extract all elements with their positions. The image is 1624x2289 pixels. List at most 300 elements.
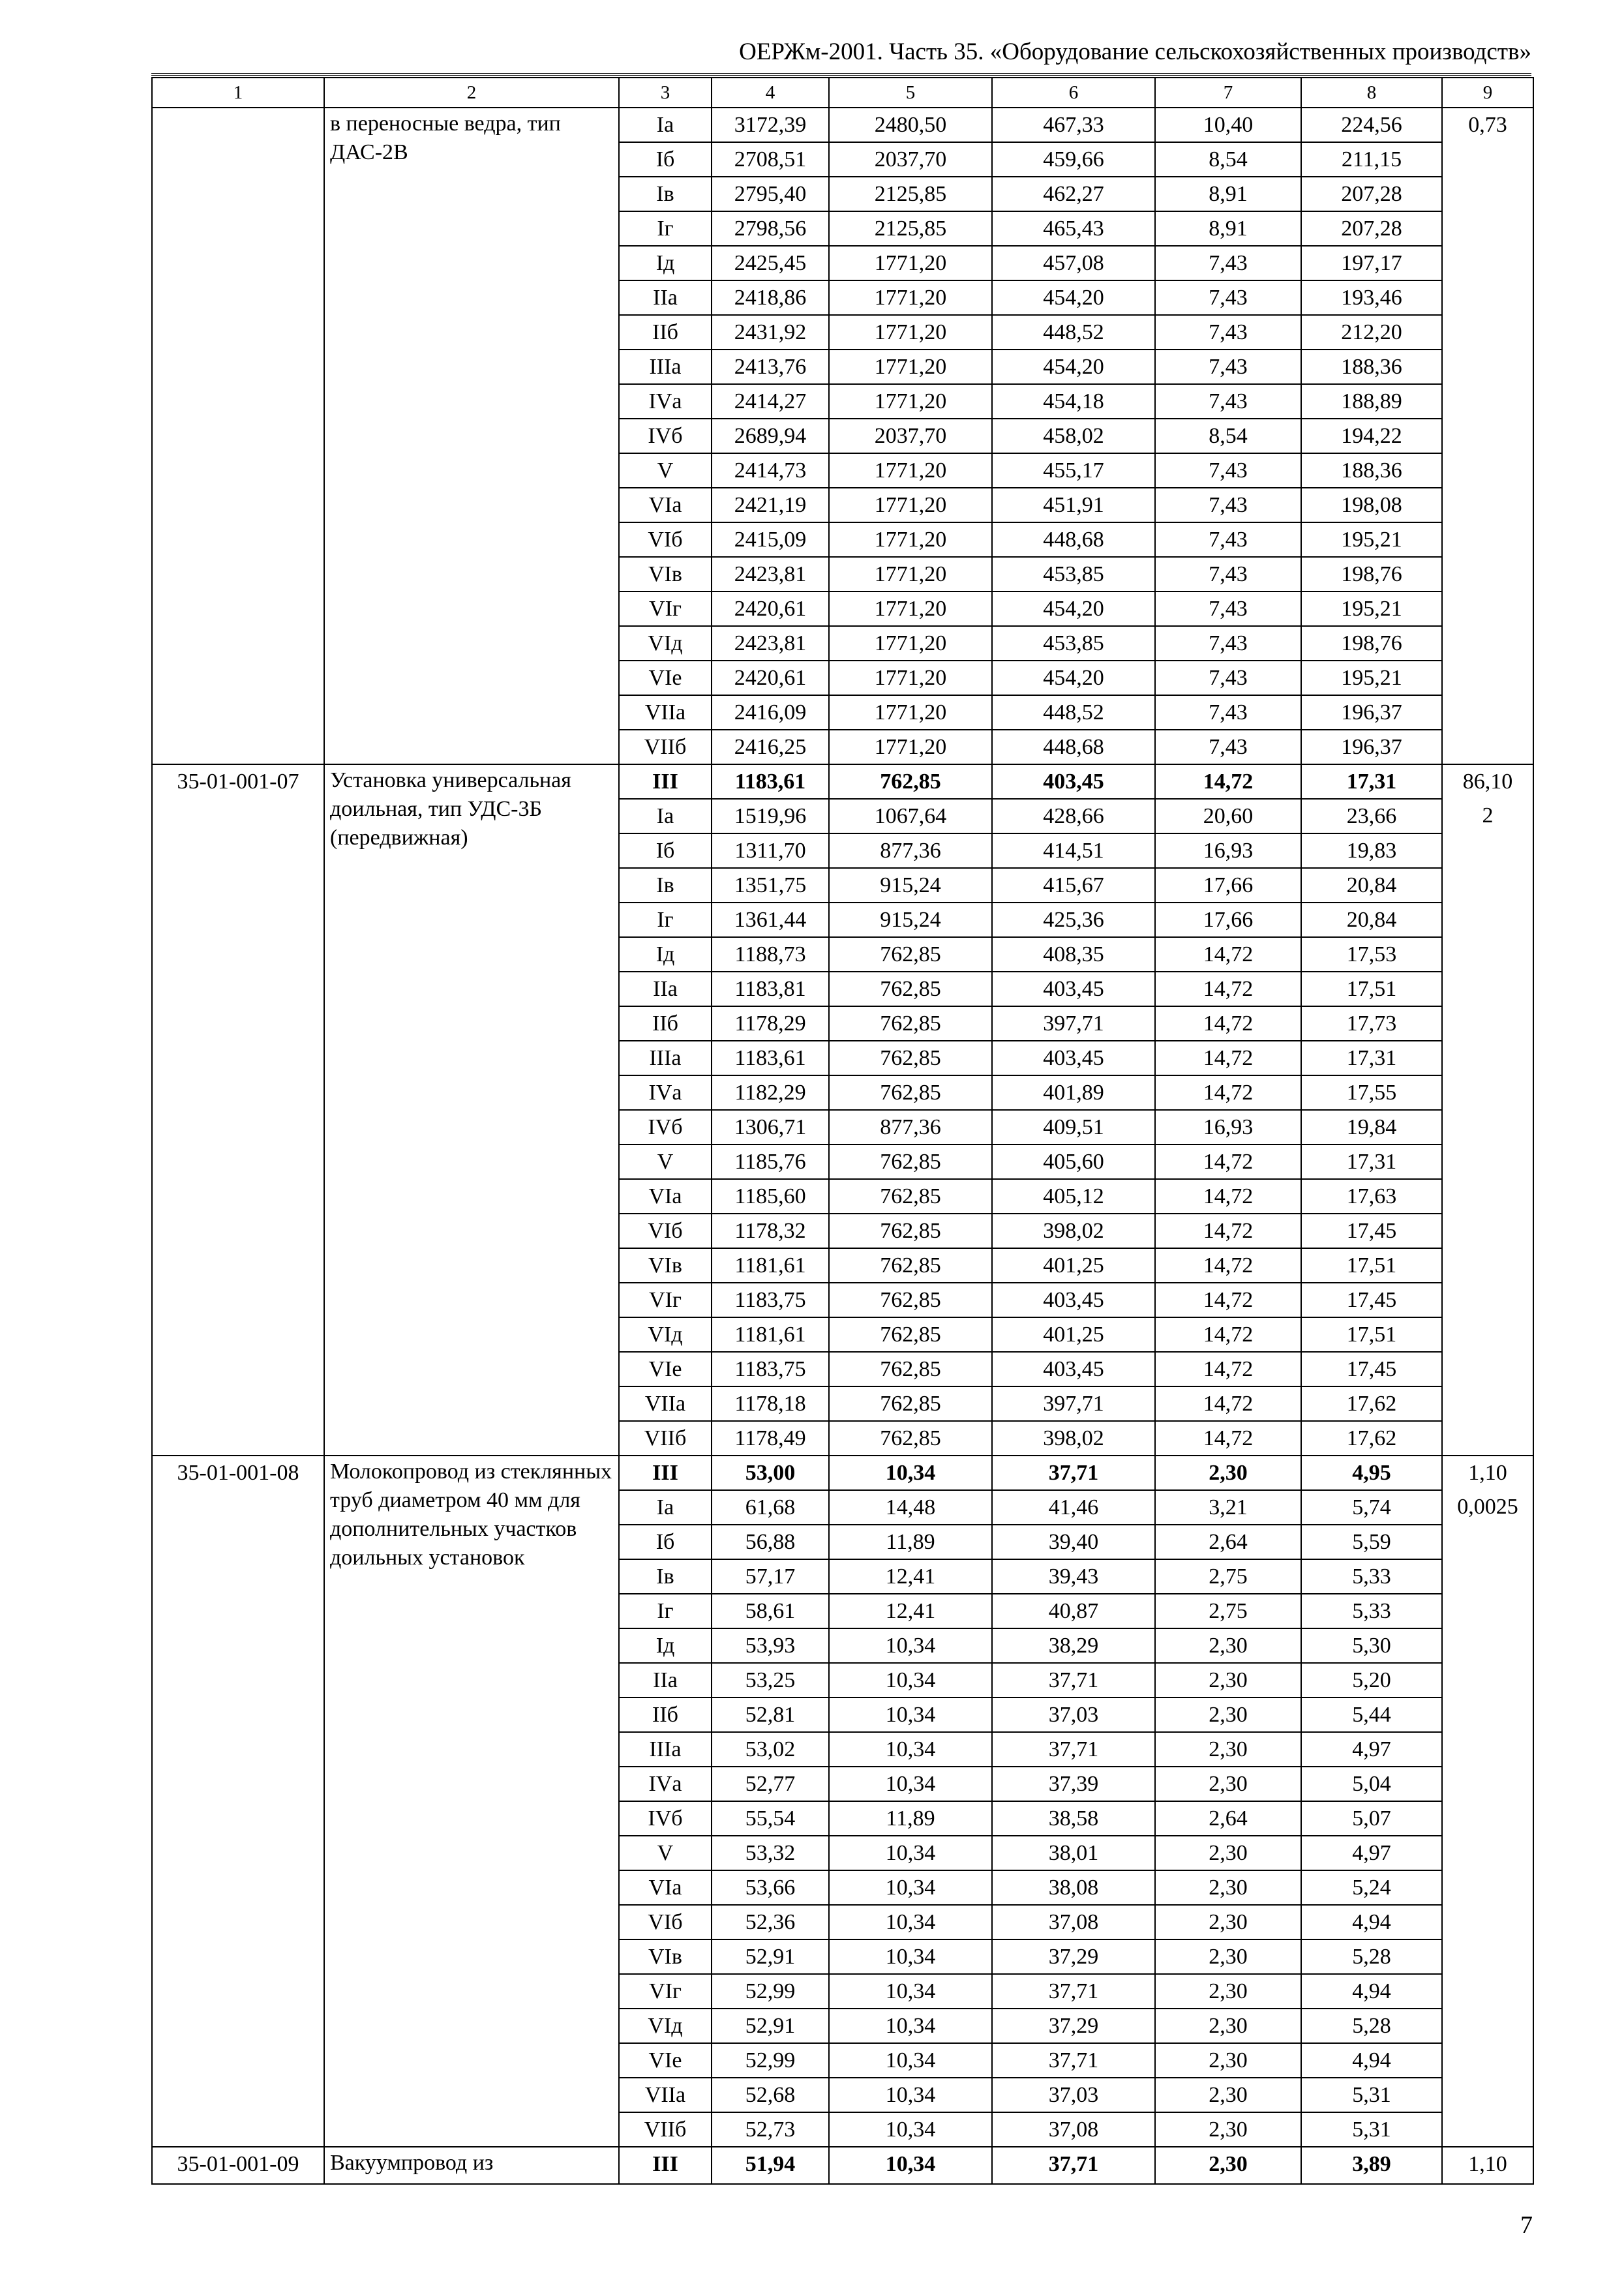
cost-machinist-wages: 7,43 [1155, 661, 1301, 695]
zone-code: VIе [619, 1352, 712, 1386]
price-table [151, 77, 1534, 2185]
zone-code: VIе [619, 661, 712, 695]
cost-materials: 5,07 [1301, 1801, 1442, 1836]
labor-value: 0,0025 [1442, 1490, 1533, 1525]
zone-code: IVа [619, 1767, 712, 1801]
page-number: 7 [1520, 2211, 1533, 2239]
cost-materials: 5,33 [1301, 1594, 1442, 1628]
cost-machinist-wages: 7,43 [1155, 453, 1301, 488]
cost-wages: 762,85 [829, 1317, 992, 1352]
item-code [152, 108, 324, 764]
cost-wages: 11,89 [829, 1525, 992, 1559]
cost-wages: 762,85 [829, 972, 992, 1006]
cost-wages: 1771,20 [829, 384, 992, 419]
labor-value [1442, 1732, 1533, 1767]
cost-total: 53,32 [712, 1836, 829, 1870]
cost-machinist-wages: 14,72 [1155, 1075, 1301, 1110]
labor-value [1442, 1698, 1533, 1732]
cost-materials: 5,33 [1301, 1559, 1442, 1594]
labor-value [1442, 1352, 1533, 1386]
table-row [152, 1456, 1533, 1490]
zone-code: V [619, 1144, 712, 1179]
zone-code: VIд [619, 1317, 712, 1352]
cost-materials: 207,28 [1301, 211, 1442, 246]
cost-machinist-wages: 2,30 [1155, 1628, 1301, 1663]
cost-wages: 10,34 [829, 2147, 992, 2184]
cost-materials: 23,66 [1301, 799, 1442, 833]
labor-value [1442, 626, 1533, 661]
cost-machinist-wages: 2,30 [1155, 1836, 1301, 1870]
zone-code: IIб [619, 1698, 712, 1732]
cost-wages: 1771,20 [829, 453, 992, 488]
cost-total: 2416,09 [712, 695, 829, 730]
cost-machinist-wages: 7,43 [1155, 626, 1301, 661]
item-description: Установка универсальная доильная, тип УДС-3Б (передвижная) [324, 764, 619, 1456]
zone-code: Iг [619, 903, 712, 937]
zone-code: IIб [619, 1006, 712, 1041]
zone-code: VIд [619, 626, 712, 661]
cost-machinist-wages: 14,72 [1155, 937, 1301, 972]
labor-value [1442, 211, 1533, 246]
cost-machinist-wages: 14,72 [1155, 1006, 1301, 1041]
labor-value [1442, 1870, 1533, 1905]
cost-wages: 762,85 [829, 1386, 992, 1421]
cost-machines: 37,71 [992, 1974, 1155, 2009]
cost-machinist-wages: 2,30 [1155, 2112, 1301, 2147]
cost-wages: 11,89 [829, 1801, 992, 1836]
column-number: 7 [1155, 78, 1301, 108]
labor-value: 2 [1442, 799, 1533, 833]
cost-machines: 454,20 [992, 591, 1155, 626]
cost-materials: 188,36 [1301, 350, 1442, 384]
cost-materials: 198,76 [1301, 557, 1442, 591]
zone-code: Iв [619, 868, 712, 903]
cost-machines: 40,87 [992, 1594, 1155, 1628]
cost-machines: 405,12 [992, 1179, 1155, 1214]
page-header-title: ОЕРЖм-2001. Часть 35. «Оборудование сельскохозяйственных производств» [739, 38, 1531, 65]
zone-code: VIв [619, 1248, 712, 1283]
cost-wages: 10,34 [829, 1836, 992, 1870]
cost-total: 1185,76 [712, 1144, 829, 1179]
cost-wages: 1771,20 [829, 488, 992, 522]
cost-machinist-wages: 7,43 [1155, 695, 1301, 730]
zone-code: VIIа [619, 2078, 712, 2112]
labor-value [1442, 557, 1533, 591]
cost-wages: 10,34 [829, 1905, 992, 1939]
cost-machines: 455,17 [992, 453, 1155, 488]
zone-code: VIа [619, 488, 712, 522]
cost-total: 53,02 [712, 1732, 829, 1767]
cost-total: 1361,44 [712, 903, 829, 937]
cost-total: 1181,61 [712, 1248, 829, 1283]
labor-value [1442, 1767, 1533, 1801]
labor-value [1442, 280, 1533, 315]
cost-materials: 17,51 [1301, 1317, 1442, 1352]
cost-machinist-wages: 14,72 [1155, 764, 1301, 799]
zone-code: III [619, 764, 712, 799]
labor-value [1442, 1974, 1533, 2009]
cost-total: 1306,71 [712, 1110, 829, 1144]
cost-machinist-wages: 8,91 [1155, 177, 1301, 211]
cost-total: 1311,70 [712, 833, 829, 868]
cost-machinist-wages: 2,64 [1155, 1525, 1301, 1559]
zone-code: IIа [619, 972, 712, 1006]
cost-materials: 193,46 [1301, 280, 1442, 315]
cost-wages: 762,85 [829, 937, 992, 972]
cost-materials: 195,21 [1301, 522, 1442, 557]
cost-machines: 403,45 [992, 1041, 1155, 1075]
cost-total: 1183,75 [712, 1283, 829, 1317]
cost-machines: 451,91 [992, 488, 1155, 522]
cost-machinist-wages: 8,91 [1155, 211, 1301, 246]
cost-machinist-wages: 14,72 [1155, 1317, 1301, 1352]
zone-code: IIIа [619, 1732, 712, 1767]
cost-machines: 38,29 [992, 1628, 1155, 1663]
labor-value [1442, 1594, 1533, 1628]
cost-machines: 457,08 [992, 246, 1155, 280]
cost-machinist-wages: 8,54 [1155, 142, 1301, 177]
cost-total: 2413,76 [712, 350, 829, 384]
cost-machines: 37,08 [992, 1905, 1155, 1939]
cost-machinist-wages: 14,72 [1155, 1179, 1301, 1214]
labor-value [1442, 1836, 1533, 1870]
cost-total: 52,73 [712, 2112, 829, 2147]
zone-code: IVа [619, 1075, 712, 1110]
cost-total: 2420,61 [712, 661, 829, 695]
cost-machines: 37,29 [992, 1939, 1155, 1974]
cost-materials: 20,84 [1301, 903, 1442, 937]
cost-wages: 1771,20 [829, 557, 992, 591]
zone-code: IVб [619, 419, 712, 453]
labor-value [1442, 1075, 1533, 1110]
zone-code: Iг [619, 1594, 712, 1628]
cost-total: 1178,18 [712, 1386, 829, 1421]
labor-value [1442, 315, 1533, 350]
cost-machinist-wages: 14,72 [1155, 1144, 1301, 1179]
cost-machines: 401,25 [992, 1317, 1155, 1352]
zone-code: Iб [619, 1525, 712, 1559]
labor-value [1442, 1628, 1533, 1663]
cost-materials: 4,94 [1301, 2043, 1442, 2078]
cost-machinist-wages: 7,43 [1155, 522, 1301, 557]
zone-code: VIIб [619, 2112, 712, 2147]
cost-materials: 17,45 [1301, 1352, 1442, 1386]
cost-materials: 198,76 [1301, 626, 1442, 661]
cost-total: 2416,25 [712, 730, 829, 764]
labor-value [1442, 1214, 1533, 1248]
zone-code: V [619, 1836, 712, 1870]
cost-machines: 401,25 [992, 1248, 1155, 1283]
cost-materials: 17,45 [1301, 1214, 1442, 1248]
cost-machines: 448,68 [992, 730, 1155, 764]
zone-code: VIб [619, 1905, 712, 1939]
cost-machinist-wages: 14,72 [1155, 972, 1301, 1006]
cost-total: 52,91 [712, 1939, 829, 1974]
zone-code: VIIа [619, 695, 712, 730]
cost-materials: 198,08 [1301, 488, 1442, 522]
cost-materials: 19,84 [1301, 1110, 1442, 1144]
cost-wages: 762,85 [829, 1352, 992, 1386]
cost-wages: 2037,70 [829, 142, 992, 177]
labor-value [1442, 2009, 1533, 2043]
column-number: 5 [829, 78, 992, 108]
cost-wages: 1067,64 [829, 799, 992, 833]
cost-materials: 224,56 [1301, 108, 1442, 142]
cost-machines: 459,66 [992, 142, 1155, 177]
cost-machinist-wages: 2,30 [1155, 1732, 1301, 1767]
cost-machines: 403,45 [992, 764, 1155, 799]
cost-materials: 17,31 [1301, 1041, 1442, 1075]
zone-code: VIг [619, 1974, 712, 2009]
cost-machines: 397,71 [992, 1386, 1155, 1421]
labor-value [1442, 488, 1533, 522]
cost-wages: 762,85 [829, 1144, 992, 1179]
labor-value [1442, 177, 1533, 211]
cost-machines: 37,03 [992, 1698, 1155, 1732]
cost-materials: 5,04 [1301, 1767, 1442, 1801]
cost-total: 2431,92 [712, 315, 829, 350]
cost-machines: 454,20 [992, 661, 1155, 695]
cost-machines: 37,71 [992, 1732, 1155, 1767]
labor-value [1442, 453, 1533, 488]
cost-wages: 877,36 [829, 833, 992, 868]
labor-value [1442, 522, 1533, 557]
cost-machinist-wages: 14,72 [1155, 1352, 1301, 1386]
cost-materials: 5,31 [1301, 2078, 1442, 2112]
labor-value [1442, 1386, 1533, 1421]
cost-total: 2708,51 [712, 142, 829, 177]
table-row [152, 2147, 1533, 2184]
cost-machines: 37,29 [992, 2009, 1155, 2043]
cost-total: 51,94 [712, 2147, 829, 2184]
cost-materials: 211,15 [1301, 142, 1442, 177]
cost-materials: 194,22 [1301, 419, 1442, 453]
cost-total: 2420,61 [712, 591, 829, 626]
cost-machinist-wages: 2,30 [1155, 1870, 1301, 1905]
zone-code: IIIа [619, 350, 712, 384]
zone-code: III [619, 1456, 712, 1490]
cost-machines: 403,45 [992, 972, 1155, 1006]
cost-wages: 762,85 [829, 1283, 992, 1317]
cost-total: 1178,32 [712, 1214, 829, 1248]
cost-total: 1178,29 [712, 1006, 829, 1041]
cost-machines: 37,03 [992, 2078, 1155, 2112]
cost-total: 61,68 [712, 1490, 829, 1525]
cost-materials: 17,73 [1301, 1006, 1442, 1041]
cost-wages: 762,85 [829, 1421, 992, 1456]
cost-materials: 5,31 [1301, 2112, 1442, 2147]
cost-machinist-wages: 17,66 [1155, 868, 1301, 903]
cost-machinist-wages: 2,30 [1155, 1939, 1301, 1974]
cost-materials: 17,62 [1301, 1386, 1442, 1421]
cost-wages: 915,24 [829, 868, 992, 903]
cost-materials: 188,89 [1301, 384, 1442, 419]
cost-total: 3172,39 [712, 108, 829, 142]
cost-materials: 17,51 [1301, 972, 1442, 1006]
cost-total: 2418,86 [712, 280, 829, 315]
cost-total: 1178,49 [712, 1421, 829, 1456]
zone-code: VIа [619, 1870, 712, 1905]
labor-value [1442, 419, 1533, 453]
cost-machinist-wages: 3,21 [1155, 1490, 1301, 1525]
cost-wages: 10,34 [829, 2112, 992, 2147]
cost-machinist-wages: 2,30 [1155, 2078, 1301, 2112]
cost-wages: 10,34 [829, 1870, 992, 1905]
zone-code: Iв [619, 177, 712, 211]
cost-machines: 454,20 [992, 350, 1155, 384]
cost-machines: 41,46 [992, 1490, 1155, 1525]
labor-value [1442, 903, 1533, 937]
cost-wages: 2037,70 [829, 419, 992, 453]
labor-value [1442, 1248, 1533, 1283]
cost-machinist-wages: 14,72 [1155, 1248, 1301, 1283]
cost-machinist-wages: 2,30 [1155, 1974, 1301, 2009]
zone-code: VIв [619, 557, 712, 591]
cost-total: 1183,75 [712, 1352, 829, 1386]
labor-value: 0,73 [1442, 108, 1533, 142]
cost-materials: 4,95 [1301, 1456, 1442, 1490]
cost-machinist-wages: 16,93 [1155, 1110, 1301, 1144]
cost-wages: 10,34 [829, 2009, 992, 2043]
column-number: 2 [324, 78, 619, 108]
zone-code: VIг [619, 591, 712, 626]
zone-code: IIа [619, 280, 712, 315]
cost-machines: 405,60 [992, 1144, 1155, 1179]
zone-code: IIIа [619, 1041, 712, 1075]
labor-value [1442, 142, 1533, 177]
cost-wages: 10,34 [829, 1663, 992, 1698]
cost-machines: 458,02 [992, 419, 1155, 453]
cost-machinist-wages: 7,43 [1155, 384, 1301, 419]
cost-machines: 403,45 [992, 1352, 1155, 1386]
cost-total: 1188,73 [712, 937, 829, 972]
cost-wages: 14,48 [829, 1490, 992, 1525]
zone-code: IVб [619, 1801, 712, 1836]
cost-machines: 39,40 [992, 1525, 1155, 1559]
cost-wages: 10,34 [829, 1698, 992, 1732]
cost-materials: 3,89 [1301, 2147, 1442, 2184]
cost-wages: 762,85 [829, 1006, 992, 1041]
labor-value [1442, 730, 1533, 764]
cost-total: 2414,27 [712, 384, 829, 419]
cost-materials: 207,28 [1301, 177, 1442, 211]
column-number: 6 [992, 78, 1155, 108]
cost-wages: 1771,20 [829, 522, 992, 557]
cost-machinist-wages: 7,43 [1155, 557, 1301, 591]
zone-code: Iд [619, 246, 712, 280]
cost-wages: 762,85 [829, 1179, 992, 1214]
cost-wages: 1771,20 [829, 661, 992, 695]
labor-value: 86,10 [1442, 764, 1533, 799]
cost-total: 53,66 [712, 1870, 829, 1905]
labor-value [1442, 972, 1533, 1006]
cost-wages: 10,34 [829, 1974, 992, 2009]
cost-materials: 17,53 [1301, 937, 1442, 972]
cost-machines: 38,01 [992, 1836, 1155, 1870]
cost-materials: 4,94 [1301, 1905, 1442, 1939]
labor-value [1442, 937, 1533, 972]
cost-materials: 197,17 [1301, 246, 1442, 280]
cost-machinist-wages: 14,72 [1155, 1214, 1301, 1248]
column-number: 9 [1442, 78, 1533, 108]
cost-materials: 5,20 [1301, 1663, 1442, 1698]
cost-wages: 1771,20 [829, 591, 992, 626]
column-number: 3 [619, 78, 712, 108]
labor-value [1442, 1905, 1533, 1939]
cost-machines: 448,52 [992, 695, 1155, 730]
cost-materials: 5,59 [1301, 1525, 1442, 1559]
cost-total: 2414,73 [712, 453, 829, 488]
labor-value [1442, 1801, 1533, 1836]
cost-wages: 2480,50 [829, 108, 992, 142]
cost-machinist-wages: 7,43 [1155, 488, 1301, 522]
labor-value [1442, 384, 1533, 419]
cost-machines: 467,33 [992, 108, 1155, 142]
cost-materials: 17,31 [1301, 764, 1442, 799]
cost-machinist-wages: 7,43 [1155, 730, 1301, 764]
cost-total: 53,00 [712, 1456, 829, 1490]
cost-wages: 10,34 [829, 2078, 992, 2112]
cost-machinist-wages: 14,72 [1155, 1283, 1301, 1317]
page-header [151, 34, 1531, 76]
cost-machines: 415,67 [992, 868, 1155, 903]
cost-machines: 37,71 [992, 2043, 1155, 2078]
cost-machinist-wages: 2,75 [1155, 1559, 1301, 1594]
cost-machines: 462,27 [992, 177, 1155, 211]
labor-value: 1,10 [1442, 1456, 1533, 1490]
cost-machinist-wages: 2,30 [1155, 1698, 1301, 1732]
cost-total: 52,99 [712, 1974, 829, 2009]
table-row [152, 764, 1533, 799]
cost-machines: 453,85 [992, 626, 1155, 661]
zone-code: VIа [619, 1179, 712, 1214]
zone-code: VIIб [619, 730, 712, 764]
zone-code: VIв [619, 1939, 712, 1974]
cost-wages: 1771,20 [829, 350, 992, 384]
cost-materials: 4,97 [1301, 1836, 1442, 1870]
labor-value [1442, 1317, 1533, 1352]
cost-total: 2798,56 [712, 211, 829, 246]
column-number: 1 [152, 78, 324, 108]
cost-total: 58,61 [712, 1594, 829, 1628]
cost-wages: 762,85 [829, 1075, 992, 1110]
item-code: 35-01-001-08 [152, 1456, 324, 2147]
cost-machines: 398,02 [992, 1214, 1155, 1248]
cost-machines: 403,45 [992, 1283, 1155, 1317]
cost-machinist-wages: 2,75 [1155, 1594, 1301, 1628]
cost-materials: 4,97 [1301, 1732, 1442, 1767]
zone-code: IIб [619, 315, 712, 350]
cost-machines: 37,71 [992, 1663, 1155, 1698]
item-code: 35-01-001-09 [152, 2147, 324, 2184]
zone-code: Iг [619, 211, 712, 246]
cost-materials: 5,28 [1301, 2009, 1442, 2043]
cost-wages: 877,36 [829, 1110, 992, 1144]
labor-value [1442, 695, 1533, 730]
cost-total: 1183,81 [712, 972, 829, 1006]
cost-machinist-wages: 14,72 [1155, 1421, 1301, 1456]
zone-code: Iа [619, 108, 712, 142]
labor-value [1442, 1525, 1533, 1559]
cost-machinist-wages: 2,30 [1155, 2147, 1301, 2184]
cost-wages: 1771,20 [829, 280, 992, 315]
labor-value [1442, 2078, 1533, 2112]
cost-total: 57,17 [712, 1559, 829, 1594]
cost-materials: 17,63 [1301, 1179, 1442, 1214]
column-number-row [152, 78, 1533, 108]
cost-materials: 5,24 [1301, 1870, 1442, 1905]
cost-machines: 397,71 [992, 1006, 1155, 1041]
